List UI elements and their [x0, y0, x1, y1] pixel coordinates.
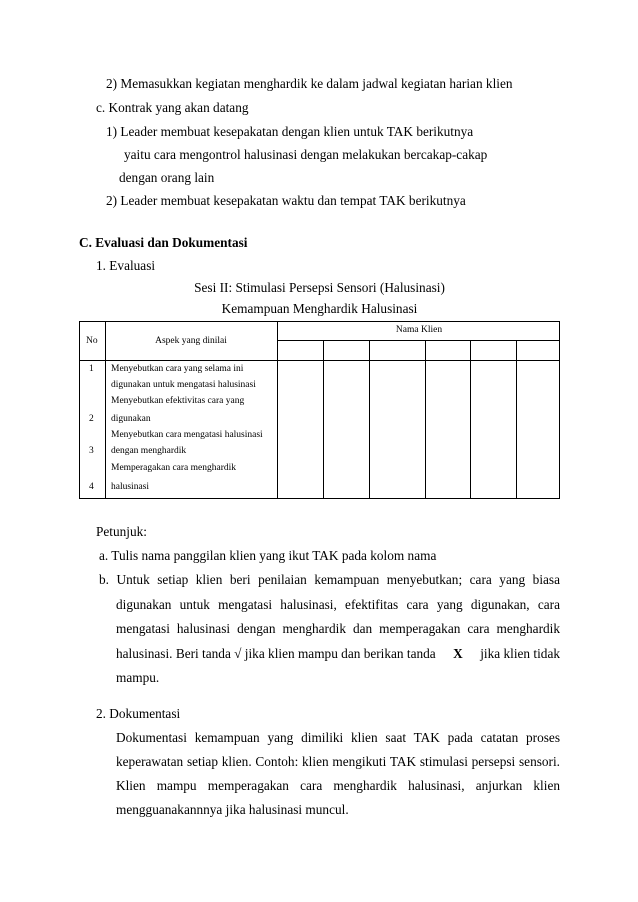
header-aspek: Aspek yang dinilai — [155, 336, 227, 346]
aspek-text: Menyebutkan cara yang selama ini — [111, 364, 244, 374]
aspek-text: halusinasi — [111, 482, 149, 492]
kontrak-heading: c. Kontrak yang akan datang — [96, 100, 249, 115]
table-col-divider — [425, 340, 426, 498]
jadwal-item: 2) Memasukkan kegiatan menghardik ke dalam jadwal kegiatan harian klien — [106, 76, 513, 91]
section-heading: C. Evaluasi dan Dokumentasi — [79, 235, 248, 250]
dokumentasi-text: Dokumentasi kemampuan yang dimiliki klien saat TAK pada catatan proses — [116, 730, 560, 745]
evaluation-table — [79, 321, 560, 499]
table-row-divider — [277, 340, 559, 341]
petunjuk-heading: Petunjuk: — [96, 524, 147, 539]
header-nama-klien: Nama Klien — [395, 325, 443, 335]
table-col-divider — [369, 340, 370, 498]
petunjuk-item-a: a. Tulis nama panggilan klien yang ikut TAK pada kolom nama — [99, 548, 437, 563]
aspek-text: Menyebutkan cara mengatasi halusinasi — [111, 430, 263, 440]
petunjuk-item-b-end: mampu. — [116, 670, 160, 685]
dokumentasi-heading: 2. Dokumentasi — [96, 706, 181, 721]
row-number: 1 — [89, 364, 94, 374]
table-col-divider — [105, 322, 106, 498]
table-title: Sesi II: Stimulasi Persepsi Sensori (Halusinasi) — [194, 280, 445, 295]
row-number: 2 — [89, 414, 94, 424]
petunjuk-text: halusinasi. Beri tanda √ jika klien mampu dan berikan tanda — [116, 646, 436, 661]
dokumentasi-text: keperawatan setiap klien. Contoh: klien mengikuti TAK stimulasi persepsi sensori. — [116, 754, 560, 769]
table-subtitle: Kemampuan Menghardik Halusinasi — [221, 301, 418, 316]
petunjuk-item-b-cont: mengatasi halusinasi dengan menghardik dan memperagakan cara menghardik — [116, 621, 560, 636]
table-col-divider — [470, 340, 471, 498]
header-no: No — [86, 336, 98, 346]
table-col-divider — [516, 340, 517, 498]
petunjuk-item-b-cont — [116, 646, 560, 662]
petunjuk-item-b-cont: digunakan untuk mengatasi halusinasi, efektifitas cara yang digunakan, cara — [116, 597, 560, 612]
aspek-text: Memperagakan cara menghardik — [111, 463, 237, 473]
table-col-divider — [277, 322, 278, 498]
dokumentasi-text: mengguanakannnya jika halusinasi muncul. — [116, 802, 349, 817]
kontrak-item-2: 2) Leader membuat kesepakatan waktu dan tempat TAK berikutnya — [106, 193, 466, 208]
aspek-text: Menyebutkan efektivitas cara yang — [111, 396, 245, 406]
table-col-divider — [323, 340, 324, 498]
table-row-divider — [80, 360, 559, 361]
row-number: 4 — [89, 482, 94, 492]
kontrak-item-1-cont: yaitu cara mengontrol halusinasi dengan melakukan bercakap-cakap — [124, 147, 488, 162]
aspek-text: digunakan untuk mengatasi halusinasi — [111, 380, 256, 390]
row-number: 3 — [89, 446, 94, 456]
aspek-text: digunakan — [111, 414, 151, 424]
aspek-text: dengan menghardik — [111, 446, 187, 456]
evaluasi-heading: 1. Evaluasi — [96, 258, 156, 273]
kontrak-item-1: 1) Leader membuat kesepakatan dengan klien untuk TAK berikutnya — [106, 124, 474, 139]
petunjuk-text: jika klien tidak — [480, 646, 560, 661]
kontrak-item-1-cont2: dengan orang lain — [119, 170, 215, 185]
petunjuk-item-b: b. Untuk setiap klien beri penilaian kemampuan menyebutkan; cara yang biasa — [99, 572, 560, 587]
cross-mark: X — [453, 646, 463, 661]
dokumentasi-text: Klien mampu memperagakan cara menghardik halusinasi, anjurkan klien — [116, 778, 560, 793]
